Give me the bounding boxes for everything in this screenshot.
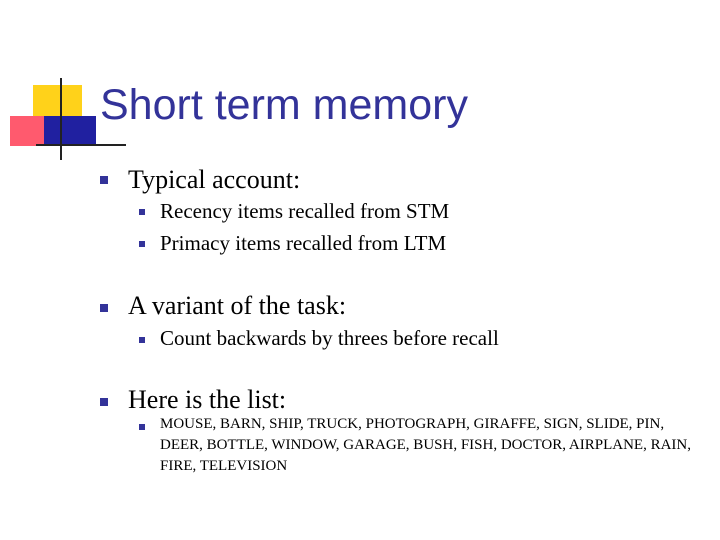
sub-bullet-square-icon [139, 241, 145, 247]
bullet-square-icon [100, 398, 108, 406]
decor-vertical-line [60, 78, 62, 160]
section-label-variant: A variant of the task: [128, 291, 347, 320]
list-item-recency: Recency items recalled from STM [160, 199, 450, 223]
sub-bullet-square-icon [139, 209, 145, 215]
list-item-primacy: Primacy items recalled from LTM [160, 231, 447, 255]
bullet-square-icon [100, 304, 108, 312]
list-item-word-list: MOUSE, BARN, SHIP, TRUCK, PHOTOGRAPH, GIRAFFE, SIGN, SLIDE, PIN, DEER, BOTTLE, WINDOW, GARAGE, BUSH, FISH, DOCTOR, AIRPLANE, RAIN, FIRE, TELEVISION [160, 416, 691, 474]
decor-blue-bar [44, 116, 96, 146]
sub-bullet-square-icon [139, 337, 145, 343]
section-label-here-is-the-list: Here is the list: [128, 385, 287, 414]
sub-bullet-square-icon [139, 424, 145, 430]
slide-title: Short term memory [100, 81, 468, 129]
list-item-count-backwards: Count backwards by threes before recall [160, 326, 499, 350]
bullet-square-icon [100, 176, 108, 184]
decor-horizontal-line [36, 144, 126, 146]
section-label-typical-account: Typical account: [128, 165, 301, 194]
